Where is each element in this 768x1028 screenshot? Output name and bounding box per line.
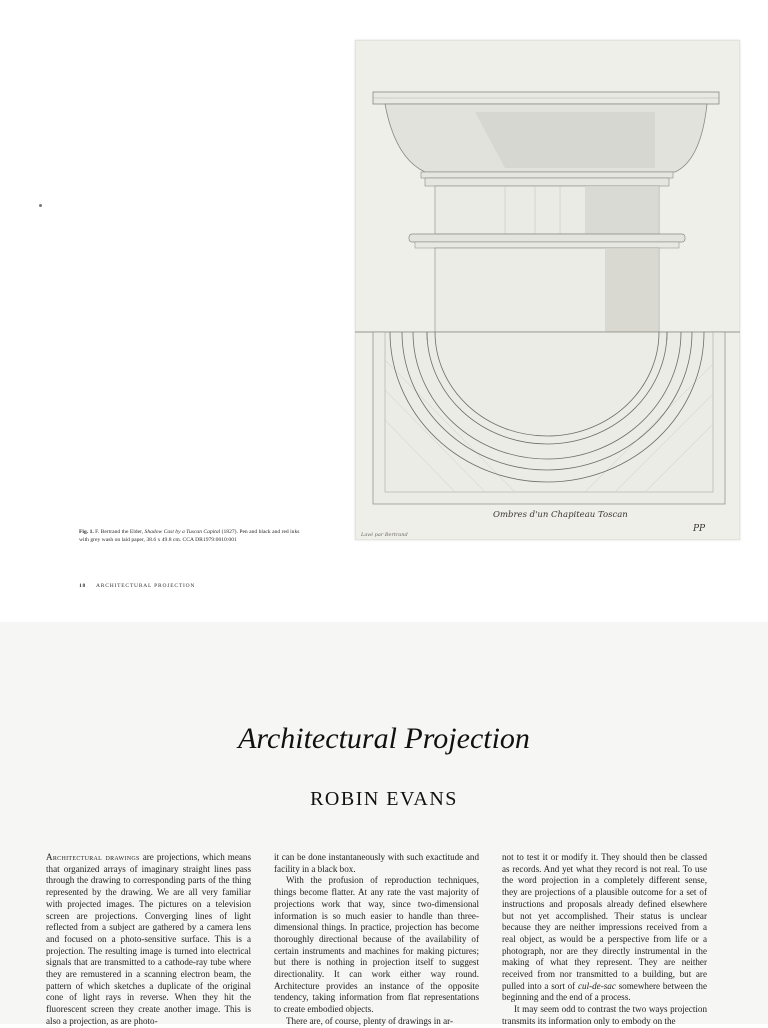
- plate-signature: Lavé par Bertrand: [361, 532, 408, 538]
- article-author: ROBIN EVANS: [310, 788, 458, 810]
- page-number: 18: [79, 583, 87, 589]
- paragraph: It may seem odd to contrast the two ways projection transmits its information only to embody on the: [502, 1004, 707, 1026]
- paragraph: [502, 852, 707, 1004]
- tuscan-capital-drawing: [355, 40, 740, 540]
- text-column-1: [46, 852, 251, 1028]
- text-column-3: [502, 852, 707, 1028]
- paragraph: There are, of course, plenty of drawings in ar-: [286, 1015, 453, 1026]
- paragraph-text: not to test it or modify it. They should then be classed as records. And yet what they record is not real. To use the word projection in a completely different sense, they are projections of a plausible outcome for a set of instructions and proposals already defined elsewhere but not yet accomplished. Their status is unclear because they are neither impressions received from a real object, as would be a perspective from life or a photograph, nor are they directly instrumental in the making of what they represent. They are neither received from nor transmitted to a building, but are pulled into a sort of: [502, 852, 707, 991]
- caption-title: Shadow Cast by a Tuscan Capital: [144, 529, 221, 535]
- lead-in: Architectural drawings: [46, 852, 140, 862]
- page-footer: [79, 583, 195, 589]
- caption-details: (1827). Pen and black and red inks with grey wash on laid paper, 38.6 x 49.8 cm. CCA DR1979:0010:001: [79, 529, 300, 543]
- figure-caption: [79, 528, 304, 544]
- paragraph-text: somewhere between the beginning and the end of a process.: [502, 980, 708, 1003]
- caption-artist: F. Bertrand the Elder,: [95, 529, 144, 535]
- astragal: [409, 234, 685, 242]
- paragraph: [46, 852, 251, 1028]
- italic-term: cul-de-sac: [578, 980, 616, 991]
- paragraph: it can be done instantaneously with such exactitude and facility in a black box.: [274, 852, 479, 874]
- article-title: Architectural Projection: [238, 722, 530, 755]
- plate-mark: PP: [693, 524, 706, 534]
- paragraph: With the profusion of reproduction techniques, things become flatter. At any rate the vast majority of projections work that way, since two-dimensional information is so much easier to handle than three-dimensional things. In practice, projection has become thoroughly directional because of the availability of certain instruments and machines for making pictures; but there is nothing in projection itself to suggest directionality. It can work either way round. Architecture provides an instance of the opposite tendency, taking information from flat representations to create embodied objects.: [274, 875, 479, 1015]
- plate-inscription: Ombres d'un Chapiteau Toscan: [493, 510, 628, 520]
- text-column-2: [274, 852, 479, 1028]
- running-head: ARCHITECTURAL PROJECTION: [95, 583, 196, 589]
- ink-speck: [39, 204, 42, 207]
- paragraph-text: are projections, which means that organized arrays of imaginary straight lines pass through the drawing to corresponding parts of the thing represented by the drawing. We are all very familiar with projected images. The pictures on a television screen are projections. Converging lines of light reflected from a subject are gathered by a camera lens and focused on a photo-sensitive surface. This is a projection. The resulting image is turned into electrical signals that are transmitted to a cathode-ray tube where they are remustered in a scanning electron beam, the pattern of which sketches a duplicate of the original cone of light rays in reverse. When they hit the fluorescent screen they create another image. This is also a projection, as are photo-: [46, 852, 251, 1026]
- caption-fig-number: Fig. 1.: [79, 529, 94, 535]
- figure-plate: [355, 40, 740, 540]
- plan-frame: [373, 332, 725, 504]
- echinus-shadow: [475, 112, 655, 168]
